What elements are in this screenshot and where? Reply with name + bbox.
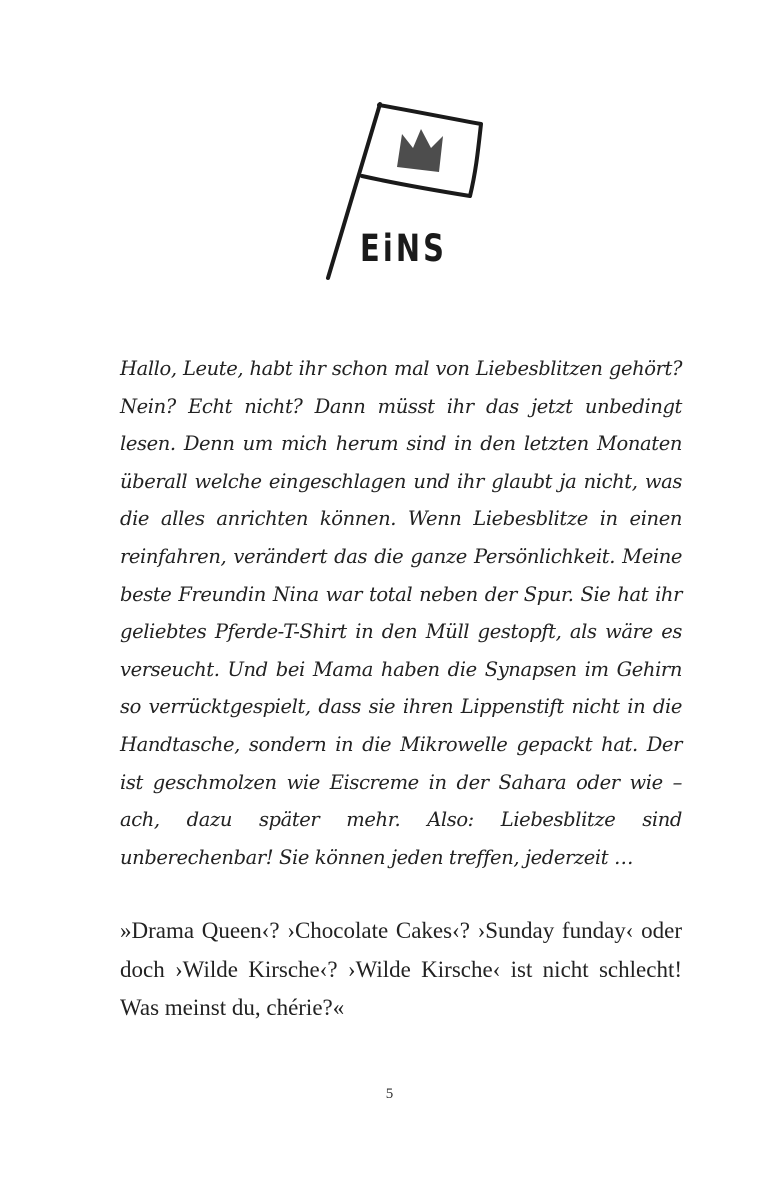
intro-paragraph: Hallo, Leute, habt ihr schon mal von Liebesblitzen gehört? Nein? Echt nicht? Dann müsst ihr das jetzt unbedingt lesen. Denn um mich herum sind in den letzten Monaten überall welche eingeschlagen und ihr glaubt ja nicht, was die alles anrichten können. Wenn Liebesblitze in einen reinfahren, verändert das die ganze Persönlichkeit. Meine beste Freundin Nina war total neben der Spur. Sie hat ihr geliebtes Pferde-T-Shirt in den Müll gestopft, als wäre es verseucht. Und bei Mama haben die Synapsen im Gehirn so verrücktgespielt, dass sie ihren Lippenstift nicht in die Handtasche, sondern in die Mikrowelle gepackt hat. Der ist geschmolzen wie Eiscreme in der Sahara oder wie – ach, dazu später mehr. Also: Liebesblitze sind unberechenbar! Sie können jeden treffen, jederzeit … [120, 357, 682, 869]
body-paragraph: »Drama Queen‹? ›Chocolate Cakes‹? ›Sunday funday‹ oder doch ›Wilde Kirsche‹? ›Wilde Kirsche‹ ist nicht schlecht! Was meinst du, chérie?« [120, 918, 682, 1020]
chapter-title: EiNS [360, 227, 448, 270]
page-number: 5 [385, 1086, 394, 1102]
